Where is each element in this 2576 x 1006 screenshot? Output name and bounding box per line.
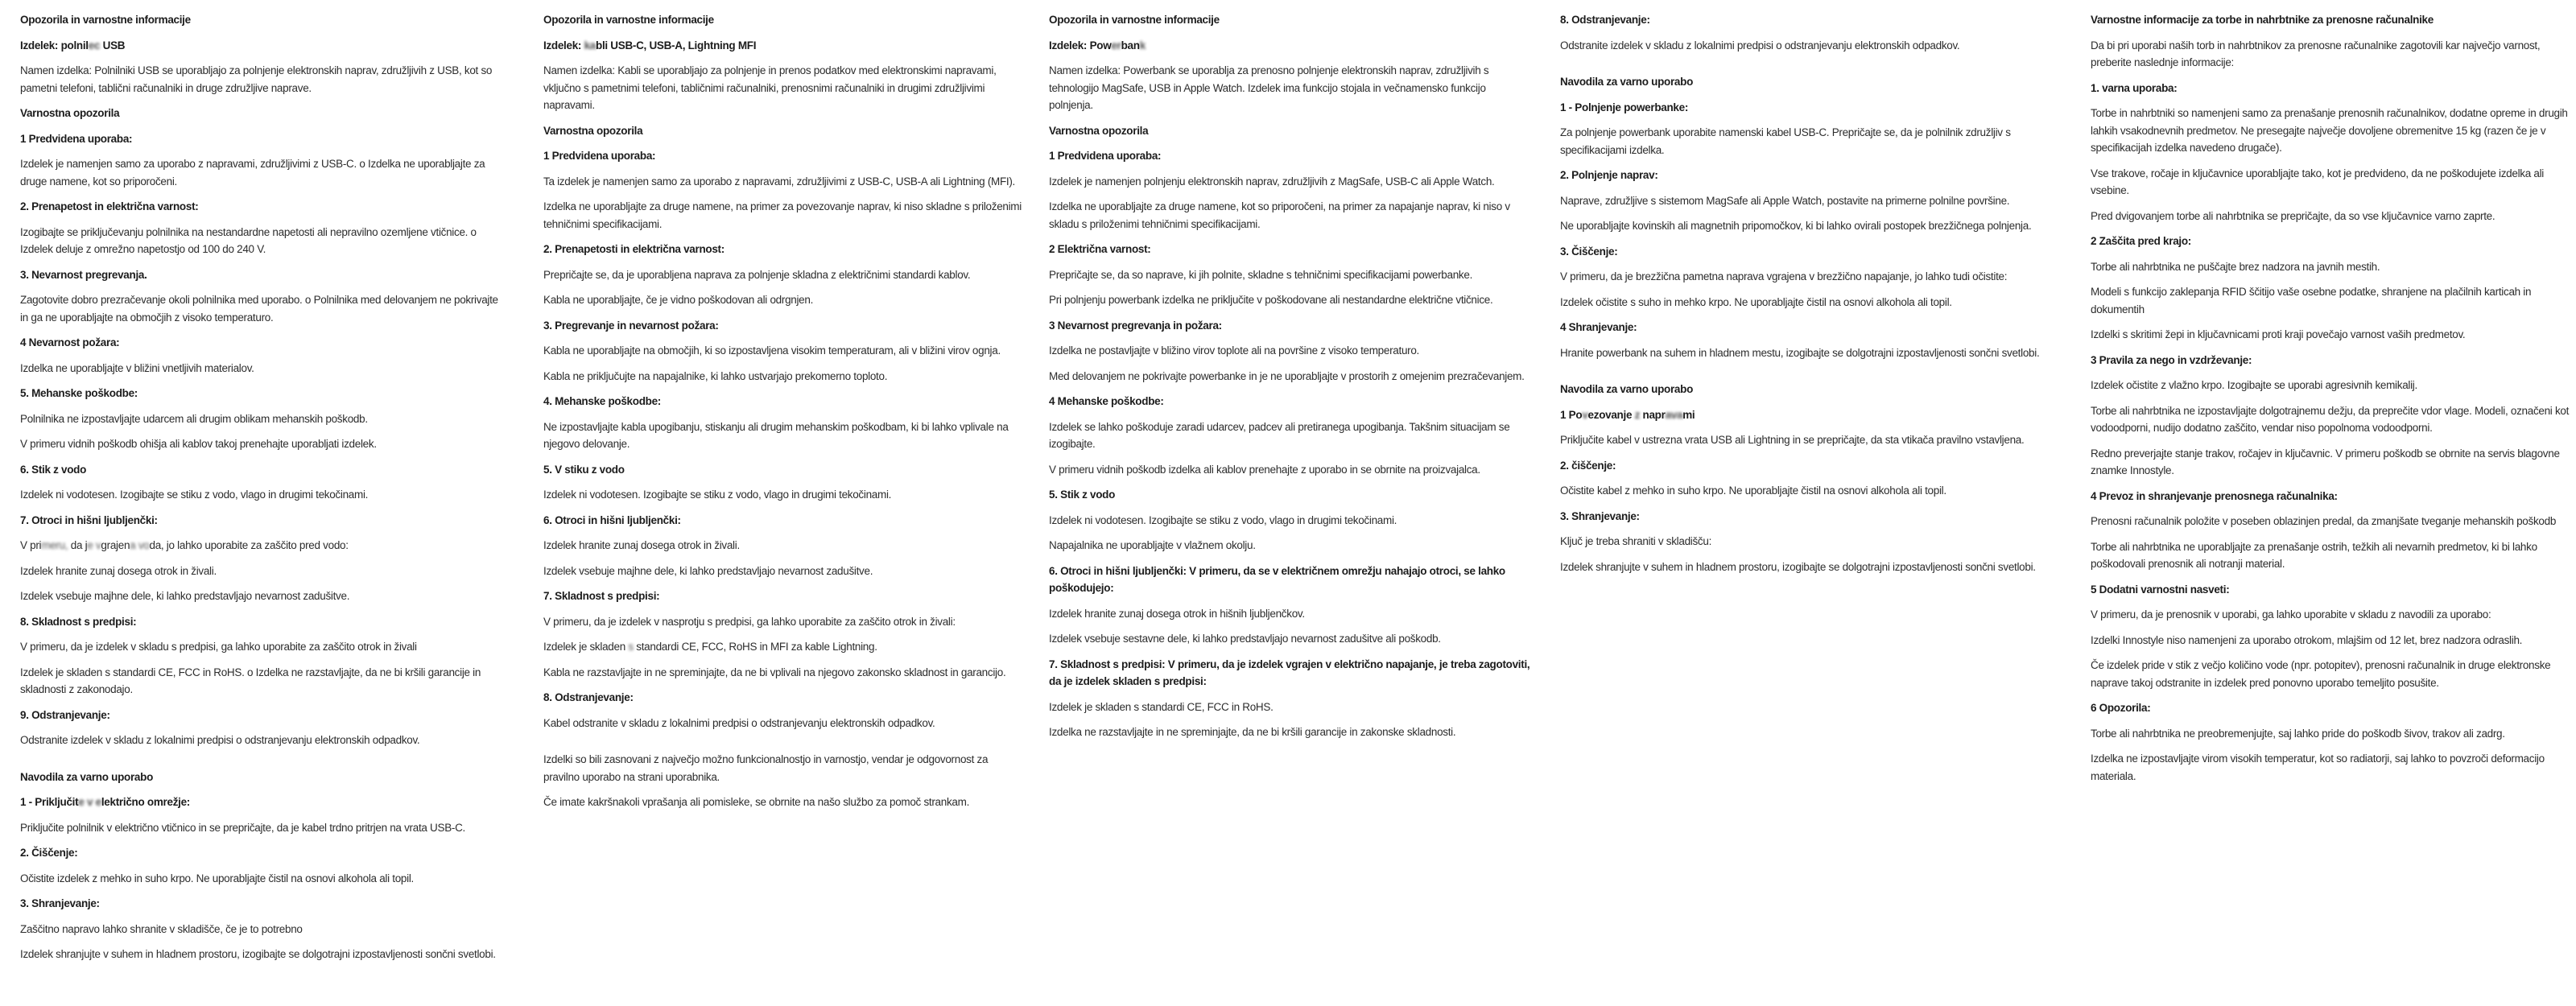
paragraph: Priključite polnilnik v električno vtičnico in se prepričajte, da je kabel trdno pritrjen na vrata USB-C.	[20, 821, 466, 834]
section-heading: 4 Nevarnost požara:	[20, 336, 120, 348]
paragraph: Torbe ali nahrbtnika ne preobremenjujte, saj lahko pride do poškodb šivov, trakov ali zadrg.	[2091, 727, 2505, 740]
paragraph: Izdelek se lahko poškoduje zaradi udarcev, padcev ali pretiranega upogibanja. Takšnim situacijam se izogibajte.	[1049, 420, 1510, 450]
blurred-text: k	[1139, 39, 1146, 52]
blurred-text: e v e	[78, 796, 101, 808]
section-heading: 2. Polnjenje naprav:	[1560, 169, 1658, 181]
paragraph: Odstranite izdelek v skladu z lokalnimi predpisi o odstranjevanju elektronskih odpadkov.	[20, 734, 420, 746]
paragraph: Izdelka ne uporabljajte za druge namene, kot so priporočeni, na primer za napajanje naprav, ki niso v skladu s priloženimi tehničnimi specifikacijami.	[1049, 200, 1510, 230]
paragraph: Očistite izdelek z mehko in suho krpo. Ne uporabljajte čistil na osnovi alkohola ali topil.	[20, 872, 414, 884]
paragraph: Izdelek vsebuje sestavne dele, ki lahko predstavljajo nevarnost zadušitve ali poškodb.	[1049, 633, 1441, 645]
paragraph: Izdelek je skladen s standardi CE, FCC, RoHS in MFI za kable Lightning.	[543, 641, 877, 653]
blurred-text: s	[625, 641, 637, 653]
paragraph: Torbe in nahrbtniki so namenjeni samo za prenašanje prenosnih računalnikov, dodatne opreme in drugih lahkih vsakodnevnih predmetov. Ne presegajte največje dovoljene obremenitve 15 kg (razen če je v specifikacijah izdelka navedeno drugače).	[2091, 107, 2568, 154]
paragraph: Kabla ne priključujte na napajalnike, ki lahko ustvarjajo prekomerno toploto.	[543, 369, 888, 382]
section-heading: 1 Predvidena uporaba:	[20, 132, 133, 145]
paragraph: Izogibajte se priključevanju polnilnika na nestandardne napetosti ali nepravilno ozemljene vtičnice. o Izdelek deluje z omrežno napetostjo od 100 do 240 V.	[20, 225, 477, 255]
section-heading: 2. Prenapetosti in električna varnost:	[543, 243, 724, 255]
paragraph: Ne uporabljajte kovinskih ali magnetnih pripomočkov, ki bi lahko ovirali postopek brezžičnega polnjenja.	[1560, 220, 2032, 232]
section-heading: 4 Mehanske poškodbe:	[1049, 395, 1164, 407]
paragraph: Namen izdelka: Polnilniki USB se uporabljajo za polnjenje elektronskih naprav, združljivih z USB, kot so pametni telefoni, tablični računalniki in druge združljive naprave.	[20, 64, 493, 94]
paragraph: Ključ je treba shraniti v skladišču:	[1560, 535, 1712, 547]
paragraph: Pred dvigovanjem torbe ali nahrbtnika se prepričajte, da so vse ključavnice varno zaprte.	[2091, 209, 2496, 222]
section-heading: 1 Povezovanje z napravami	[1560, 408, 1695, 421]
blurred-text: er	[1111, 39, 1121, 52]
paragraph: Prepričajte se, da je uporabljena naprava za polnjenje skladna z električnimi standardi kablov.	[543, 268, 971, 281]
section-heading: 3. Pregrevanje in nevarnost požara:	[543, 319, 719, 332]
section-heading: Navodila za varno uporabo	[1560, 383, 1694, 395]
column-powerbank-continued	[1560, 11, 2043, 583]
paragraph: Redno preverjajte stanje trakov, ročajev in ključavnic. V primeru poškodb se obrnite na servis blagovne znamke Innostyle.	[2091, 447, 2560, 476]
paragraph: Izdelek hranite zunaj dosega otrok in živali.	[543, 539, 740, 551]
paragraph: Izdelek vsebuje majhne dele, ki lahko predstavljajo nevarnost zadušitve.	[543, 564, 873, 577]
paragraph: Zagotovite dobro prezračevanje okoli polnilnika med uporabo. o Polnilnika med delovanjem ne pokrivajte in ga ne uporabljajte na območjih z visoko temperaturo.	[20, 294, 498, 324]
column-laptop-bags	[2091, 11, 2570, 793]
paragraph: V primeru, da je prenosnik v uporabi, ga lahko uporabite v skladu z navodili za uporabo:	[2091, 608, 2491, 621]
section-heading: Varnostna opozorila	[543, 124, 643, 137]
paragraph: Izdelek je namenjen polnjenju elektronskih naprav, združljivih z MagSafe, USB-C ali Apple Watch.	[1049, 175, 1495, 188]
paragraph: Izdelka ne postavljajte v bližino virov toplote ali na površine z visoko temperaturo.	[1049, 344, 1420, 357]
section-heading: 4 Prevoz in shranjevanje prenosnega računalnika:	[2091, 489, 2338, 502]
paragraph: Kabla ne uporabljajte na območjih, ki so izpostavljena visokim temperaturam, ali v bližini virov ognja.	[543, 344, 1001, 357]
blurred-text: v	[1582, 408, 1588, 421]
section-heading: 6. Otroci in hišni ljubljenčki: V primeru, da se v električnem omrežju nahajajo otroci, se lahko poškodujejo:	[1049, 564, 1505, 594]
paragraph: Torbe ali nahrbtnika ne izpostavljajte dolgotrajnemu dežju, da preprečite vdor vlage. Modeli, označeni kot vodoodporni, nudijo dodatno zaščito, vendar niso popolnoma vodoodporni.	[2091, 404, 2570, 434]
section-heading: 4 Shranjevanje:	[1560, 321, 1637, 333]
paragraph: V primeru vidnih poškodb izdelka ali kablov prenehajte z uporabo in se obrnite na proizvajalca.	[1049, 463, 1480, 476]
section-heading: 2. čiščenje:	[1560, 459, 1616, 472]
blurred-text: e v	[87, 539, 101, 551]
section-heading: 6. Stik z vodo	[20, 463, 87, 476]
section-heading: 5. V stiku z vodo	[543, 463, 625, 476]
paragraph: Izdelek očistite z vlažno krpo. Izogibajte se uporabi agresivnih kemikalij.	[2091, 379, 2417, 391]
section-heading: 5. Mehanske poškodbe:	[20, 387, 138, 399]
section-heading: 3. Shranjevanje:	[20, 897, 100, 909]
section-heading: 5. Stik z vodo	[1049, 489, 1116, 501]
section-heading: 8. Skladnost s predpisi:	[20, 615, 137, 628]
section-heading: Izdelek: kabli USB-C, USB-A, Lightning MFI	[543, 39, 757, 52]
paragraph: Pri polnjenju powerbank izdelka ne priključite v poškodovane ali nestandardne električne vtičnice.	[1049, 294, 1493, 306]
section-heading: Izdelek: polnilec USB	[20, 39, 126, 52]
paragraph: Prepričajte se, da so naprave, ki jih polnite, skladne s tehničnimi specifikacijami powerbanke.	[1049, 268, 1473, 281]
blurred-text: z	[1634, 408, 1641, 421]
section-heading: 2 Električna varnost:	[1049, 243, 1151, 255]
paragraph: Izdelek hranite zunaj dosega otrok in živali.	[20, 564, 217, 577]
paragraph: Izdelek ni vodotesen. Izogibajte se stiku z vodo, vlago in drugimi tekočinami.	[543, 489, 892, 501]
paragraph: Izdelek je skladen s standardi CE, FCC in RoHS. o Izdelka ne razstavljajte, da ne bi kršili garancije in skladnosti z zakonodajo.	[20, 666, 481, 695]
paragraph: Zaščitno napravo lahko shranite v skladišče, če je to potrebno	[20, 922, 303, 935]
paragraph: V primeru vidnih poškodb ohišja ali kablov takoj prenehajte uporabljati izdelek.	[20, 438, 377, 450]
paragraph: V primeru, da je vgrajena voda, jo lahko uporabite za zaščito pred vodo:	[20, 539, 349, 551]
section-heading: Izdelek: Powerbank	[1049, 39, 1146, 52]
paragraph: Očistite kabel z mehko in suho krpo. Ne uporabljajte čistil na osnovi alkohola ali topil.	[1560, 484, 1946, 497]
section-heading: Varnostne informacije za torbe in nahrbtnike za prenosne računalnike	[2091, 14, 2434, 26]
section-heading: 1 - Polnjenje powerbanke:	[1560, 101, 1689, 113]
section-heading: 9. Odstranjevanje:	[20, 708, 110, 721]
section-heading: Navodila za varno uporabo	[1560, 76, 1694, 88]
section-heading: Navodila za varno uporabo	[20, 770, 154, 783]
paragraph: Odstranite izdelek v skladu z lokalnimi predpisi o odstranjevanju elektronskih odpadkov.	[1560, 39, 1960, 52]
blurred-text: ava	[1665, 408, 1683, 421]
paragraph: V primeru, da je izdelek v skladu s predpisi, ga lahko uporabite za zaščito otrok in živali	[20, 641, 417, 653]
paragraph: Izdelki s skritimi žepi in ključavnicami proti kraji povečajo varnost vaših predmetov.	[2091, 328, 2466, 340]
paragraph: Izdelka ne uporabljajte v bližini vnetljivih materialov.	[20, 361, 254, 374]
column-cables	[543, 11, 1026, 819]
section-heading: Opozorila in varnostne informacije	[1049, 14, 1220, 26]
paragraph: V primeru, da je brezžična pametna naprava vgrajena v brezžično napajanje, jo lahko tudi očistite:	[1560, 270, 2008, 282]
section-heading: 5 Dodatni varnostni nasveti:	[2091, 583, 2230, 596]
paragraph: Če izdelek pride v stik z večjo količino vode (npr. potopitev), prenosni računalnik in druge elektronske naprave takoj odstranite in izdelek pred ponovno uporabo temeljito posušite.	[2091, 659, 2551, 689]
paragraph: Izdelek očistite s suho in mehko krpo. Ne uporabljajte čistil na osnovi alkohola ali topil.	[1560, 295, 1952, 308]
paragraph: Prenosni računalnik položite v poseben oblazinjen predal, da zmanjšate tveganje mehanskih poškodb	[2091, 515, 2557, 527]
section-heading: Opozorila in varnostne informacije	[20, 14, 191, 26]
paragraph: Če imate kakršnakoli vprašanja ali pomisleke, se obrnite na našo službo za pomoč strankam.	[543, 796, 970, 808]
paragraph: Naprave, združljive s sistemom MagSafe ali Apple Watch, postavite na primerne polnilne površine.	[1560, 194, 2010, 207]
paragraph: Priključite kabel v ustrezna vrata USB ali Lightning in se prepričajte, da sta vtikača pravilno vstavljena.	[1560, 434, 2025, 446]
paragraph: Izdelek ni vodotesen. Izogibajte se stiku z vodo, vlago in drugimi tekočinami.	[20, 489, 369, 501]
section-heading: 6 Opozorila:	[2091, 702, 2151, 714]
section-heading: 7. Skladnost s predpisi: V primeru, da je izdelek vgrajen v električno napajanje, je treba zagotoviti, da je izdelek skladen s predpisi:	[1049, 658, 1530, 687]
section-heading: 1. varna uporaba:	[2091, 81, 2178, 94]
paragraph: Modeli s funkcijo zaklepanja RFID ščitijo vaše osebne podatke, shranjene na plačilnih karticah in dokumentih	[2091, 286, 2532, 315]
column-usb-charger	[20, 11, 503, 971]
column-powerbank	[1049, 11, 1532, 749]
paragraph: Izdelki so bili zasnovani z največjo možno funkcionalnostjo in varnostjo, vendar je odgovornost za pravilno uporabo na strani uporabnika.	[543, 753, 989, 783]
blurred-text: meru,	[41, 539, 68, 551]
section-heading: 7. Otroci in hišni ljubljenčki:	[20, 513, 158, 526]
paragraph: Izdelek ni vodotesen. Izogibajte se stiku z vodo, vlago in drugimi tekočinami.	[1049, 513, 1397, 526]
paragraph: Da bi pri uporabi naših torb in nahrbtnikov za prenosne računalnike zagotovili kar največjo varnost, preberite naslednje informacije:	[2091, 39, 2541, 68]
section-heading: 3. Shranjevanje:	[1560, 509, 1640, 522]
section-heading: Varnostna opozorila	[20, 107, 120, 119]
paragraph: Torbe ali nahrbtnika ne puščajte brez nadzora na javnih mestih.	[2091, 260, 2380, 273]
paragraph: V primeru, da je izdelek v nasprotju s predpisi, ga lahko uporabite za zaščito otrok in živali:	[543, 615, 956, 628]
paragraph: Vse trakove, ročaje in ključavnice uporabljajte tako, kot je predvideno, da ne poškodujete izdelka ali vsebine.	[2091, 167, 2545, 196]
paragraph: Izdelek shranjujte v suhem in hladnem prostoru, izogibajte se dolgotrajni izpostavljenosti sončni svetlobi.	[1560, 560, 2036, 573]
section-heading: 2. Čiščenje:	[20, 847, 78, 859]
section-heading: 2 Zaščita pred krajo:	[2091, 235, 2192, 247]
paragraph: Namen izdelka: Powerbank se uporablja za prenosno polnjenje elektronskih naprav, združljivih s tehnologijo MagSafe, USB in Apple Watch. Izdelek ima funkcijo stojala in večnamensko funkcijo polnjenja.	[1049, 64, 1489, 111]
paragraph: Izdelek hranite zunaj dosega otrok in hišnih ljubljenčkov.	[1049, 607, 1305, 620]
section-heading: 4. Mehanske poškodbe:	[543, 395, 661, 407]
paragraph: Ta izdelek je namenjen samo za uporabo z napravami, združljivimi z USB-C, USB-A ali Lightning (MFI).	[543, 175, 1015, 188]
paragraph: Izdelek vsebuje majhne dele, ki lahko predstavljajo nevarnost zadušitve.	[20, 590, 350, 602]
section-heading: 3 Pravila za nego in vzdrževanje:	[2091, 353, 2252, 366]
paragraph: Za polnjenje powerbank uporabite namenski kabel USB-C. Prepričajte se, da je polnilnik združljiv s specifikacijami izdelka.	[1560, 126, 2011, 156]
paragraph: Namen izdelka: Kabli se uporabljajo za polnjenje in prenos podatkov med elektronskimi napravami, vključno s pametnimi telefoni, tabličnimi računalniki, prenosnimi računalniki in drugimi združljivimi napravami.	[543, 64, 997, 111]
paragraph: Napajalnika ne uporabljajte v vlažnem okolju.	[1049, 539, 1256, 551]
section-heading: 3. Nevarnost pregrevanja.	[20, 268, 147, 281]
section-heading: 7. Skladnost s predpisi:	[543, 590, 660, 602]
paragraph: Izdelek je namenjen samo za uporabo z napravami, združljivimi z USB-C. o Izdelka ne uporabljajte za druge namene, kot so priporočeni.	[20, 158, 485, 188]
section-heading: 1 Predvidena uporaba:	[1049, 150, 1162, 162]
paragraph: Izdelka ne razstavljajte in ne spreminjajte, da ne bi kršili garancije in zakonske skladnosti.	[1049, 726, 1456, 738]
section-heading: 1 Predvidena uporaba:	[543, 150, 656, 162]
blurred-text: ec	[88, 39, 101, 52]
paragraph: Polnilnika ne izpostavljajte udarcem ali drugim oblikam mehanskih poškodb.	[20, 412, 368, 425]
section-heading: 3 Nevarnost pregrevanja in požara:	[1049, 319, 1222, 332]
paragraph: Hranite powerbank na suhem in hladnem mestu, izogibajte se dolgotrajni izpostavljenosti sončni svetlobi.	[1560, 346, 2040, 359]
paragraph: Torbe ali nahrbtnika ne uporabljajte za prenašanje ostrih, težkih ali nevarnih predmetov, ki bi lahko poškodovali prenosnik ali notranji material.	[2091, 540, 2537, 570]
section-heading: 1 - Priključite v električno omrežje:	[20, 796, 191, 808]
paragraph: Kabla ne razstavljajte in ne spreminjajte, da ne bi vplivali na njegovo zakonsko skladnost in garancijo.	[543, 666, 1006, 678]
paragraph: Izdelka ne uporabljajte za druge namene, na primer za povezovanje naprav, ki niso skladne s priloženimi tehničnimi specifikacijami.	[543, 200, 1022, 230]
section-heading: Varnostna opozorila	[1049, 124, 1149, 137]
paragraph: Kabla ne uporabljajte, če je vidno poškodovan ali odrgnjen.	[543, 294, 814, 306]
blurred-text: a vo	[130, 539, 150, 551]
section-heading: Opozorila in varnostne informacije	[543, 14, 714, 26]
paragraph: Izdelka ne izpostavljajte virom visokih temperatur, kot so radiatorji, saj lahko to povzroči deformacijo materiala.	[2091, 752, 2545, 782]
section-heading: 8. Odstranjevanje:	[543, 691, 634, 703]
section-heading: 8. Odstranjevanje:	[1560, 14, 1650, 26]
section-heading: 3. Čiščenje:	[1560, 245, 1618, 258]
paragraph: Med delovanjem ne pokrivajte powerbanke in je ne uporabljajte v prostorih z omejenim prezračevanjem.	[1049, 369, 1525, 382]
paragraph: Izdelki Innostyle niso namenjeni za uporabo otrokom, mlajšim od 12 let, brez nadzora odraslih.	[2091, 633, 2523, 646]
paragraph: Izdelek shranjujte v suhem in hladnem prostoru, izogibajte se dolgotrajni izpostavljenosti sončni svetlobi.	[20, 948, 496, 960]
paragraph: Izdelek je skladen s standardi CE, FCC in RoHS.	[1049, 700, 1274, 713]
paragraph: Kabel odstranite v skladu z lokalnimi predpisi o odstranjevanju elektronskih odpadkov.	[543, 716, 935, 729]
blurred-text: ka	[584, 39, 596, 52]
paragraph: Ne izpostavljajte kabla upogibanju, stiskanju ali drugim mehanskim poškodbam, ki bi lahko vplivale na njegovo delovanje.	[543, 420, 1009, 450]
section-heading: 2. Prenapetost in električna varnost:	[20, 200, 199, 212]
section-heading: 6. Otroci in hišni ljubljenčki:	[543, 513, 681, 526]
